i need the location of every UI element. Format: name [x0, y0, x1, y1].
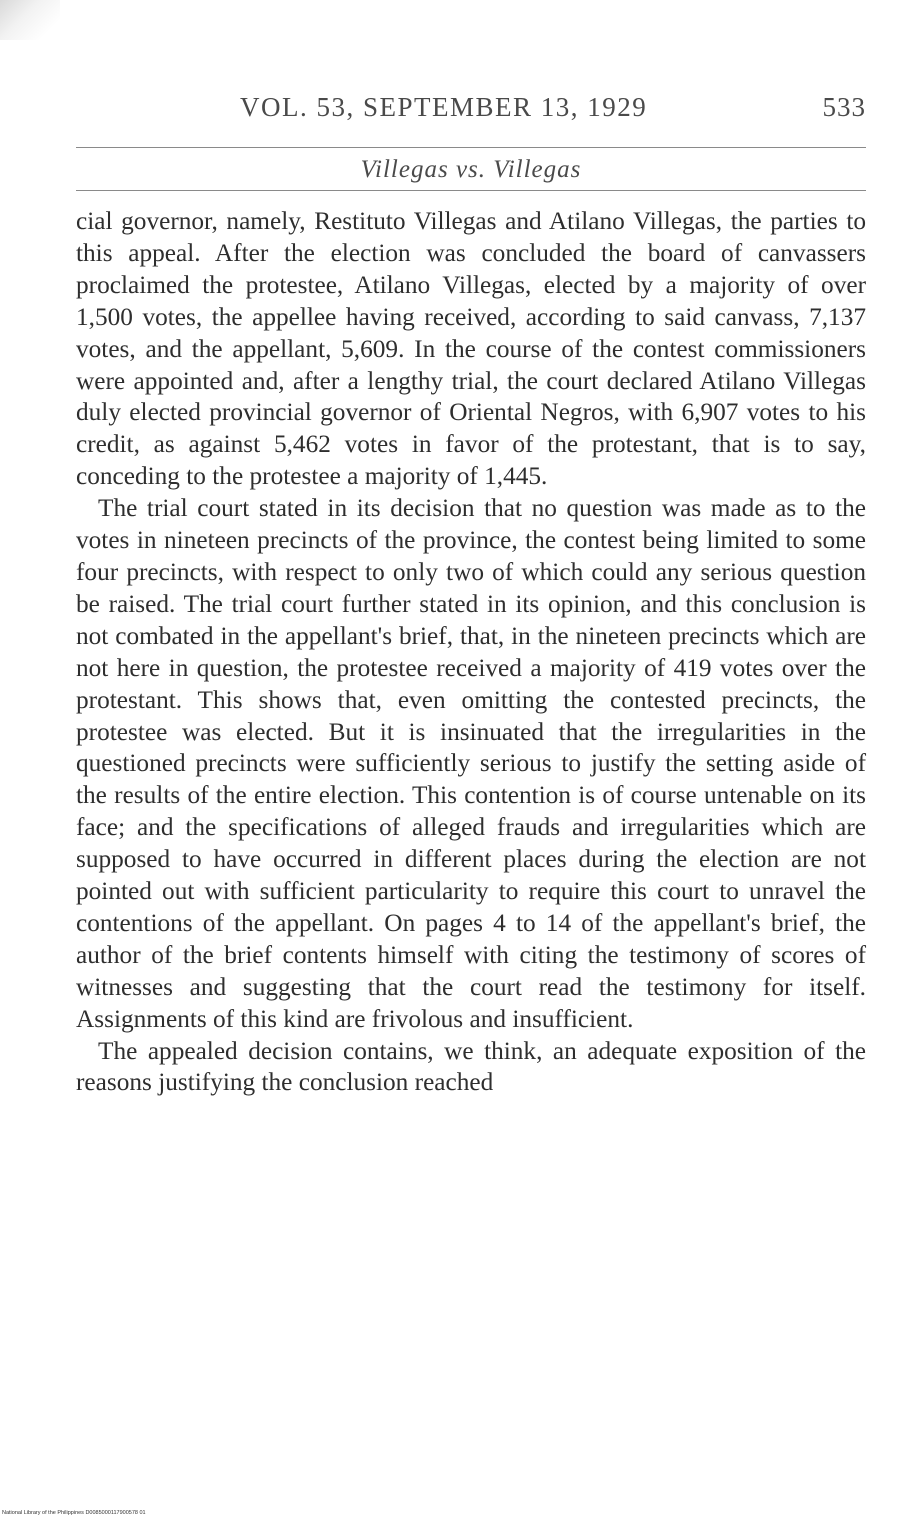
case-title: Villegas vs. Villegas: [360, 156, 582, 183]
page-number: 533: [822, 92, 866, 122]
header-rule-bottom: [76, 190, 866, 191]
paragraph-3: The appealed decision contains, we think, an adequate exposition of the reasons justifying the conclusion reached: [76, 1036, 866, 1097]
body-text: [76, 206, 866, 1099]
paragraph-2: The trial court stated in its decision that no question was made as to the votes in nineteen precincts of the province, the contest being limited to some four precincts, with respect to only two of which could any serious question be raised. The trial court further stated in its opinion, and this conclusion is not combated in the appellant's brief, that, in the nineteen precincts which are not here in question, the protestee received a majority of 419 votes over the protestant. This shows that, even omitting the contested precincts, the protestee was elected. But it is insinuated that the irregularities in the questioned precincts were sufficiently serious to justify the setting aside of the results of the entire election. This contention is of course untenable on its face; and the specifications of alleged frauds and irregularities which are supposed to have occurred in different places during the election are not pointed out with sufficient particularity to require this court to unravel the contentions of the appellant. On pages 4 to 14 of the appellant's brief, the author of the brief contents himself with citing the testimony of scores of witnesses and suggesting that the court read the testimony for itself. Assignments of this kind are frivolous and insufficient.: [76, 494, 866, 1033]
running-title: VOL. 53, SEPTEMBER 13, 1929: [240, 92, 648, 122]
header-rule-top: [76, 147, 866, 148]
scan-shadow: [0, 0, 60, 40]
paragraph-1: cial governor, namely, Restituto Villegas and Atilano Villegas, the parties to this appeal. After the election was concluded the board of canvassers proclaimed the protestee, Atilano Villegas, elected by a majority of over 1,500 votes, the appellee having received, according to said canvass, 7,137 votes, and the appellant, 5,609. In the course of the contest commissioners were appointed and, after a lengthy trial, the court declared Atilano Villegas duly elected provincial governor of Oriental Negros, with 6,907 votes to his credit, as against 5,462 votes in favor of the protestant, that is to say, conceding to the protestee a majority of 1,445.: [76, 207, 866, 491]
scan-credit: National Library of the Philippines D0085000117900578 01: [2, 1510, 146, 1516]
running-head: [76, 92, 866, 132]
